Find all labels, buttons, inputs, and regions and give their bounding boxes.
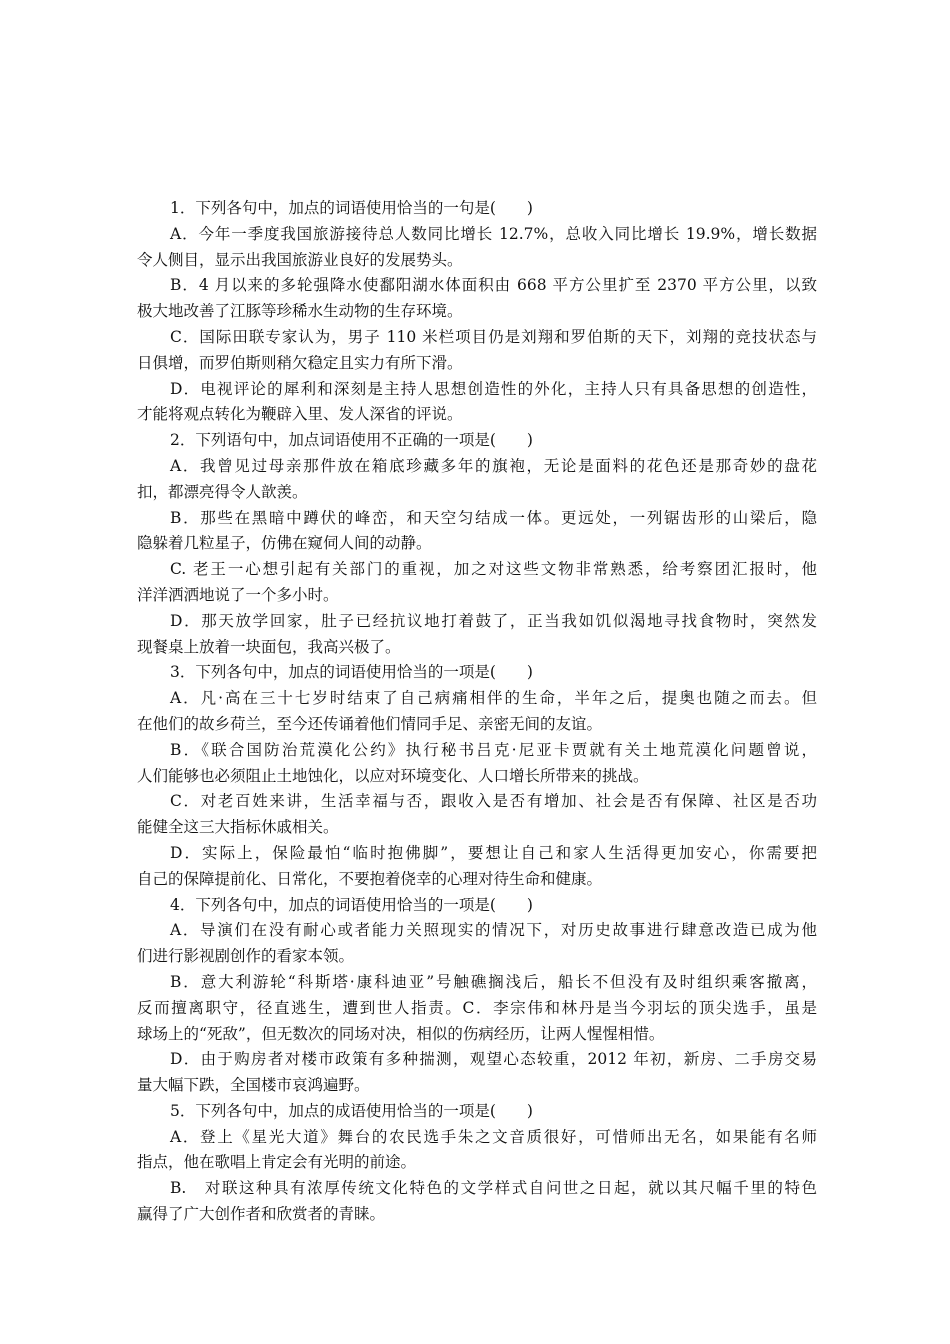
option-text-continued: 在他们的故乡荷兰，至今还传诵着他们情同手足、亲密无间的友谊。 <box>137 714 603 733</box>
option-text-continued: 扣，都漂亮得令人歆羡。 <box>137 482 308 501</box>
option-text: D．电视评论的犀利和深刻是主持人思想创造性的外化，主持人只有具备思想的创造性， <box>170 379 817 398</box>
question-1 <box>137 196 817 428</box>
option-text: A．今年一季度我国旅游接待总人数同比增长 12.7%，总收入同比增长 19.9%，增长数据 <box>170 224 817 243</box>
question-stem: 4．下列各句中，加点的词语使用恰当的一项是( ) <box>170 895 533 914</box>
option-text-continued: 洋洋洒洒地说了一个多小时。 <box>137 585 339 604</box>
option-text: B．4 月以来的多轮强降水使鄱阳湖水体面积由 668 平方公里扩至 2370 平方公里，以致 <box>170 276 817 295</box>
option-text-continued: 能健全这三大指标休戚相关。 <box>137 818 339 837</box>
option-text: A．导演们在没有耐心或者能力关照现实的情况下，对历史故事进行肆意改造已成为他 <box>170 921 817 940</box>
question-stem: 5．下列各句中，加点的成语使用恰当的一项是( ) <box>170 1101 533 1120</box>
option-text: A．登上《星光大道》舞台的农民选手朱之文音质很好，可惜师出无名，如果能有名师 <box>170 1127 817 1146</box>
option-text: A．我曾见过母亲那件放在箱底珍藏多年的旗袍，无论是面料的花色还是那奇妙的盘花 <box>170 456 817 475</box>
option-text: B．意大利游轮“科斯塔·康科迪亚”号触礁搁浅后，船长不但没有及时组织乘客撤离， <box>170 972 817 991</box>
option-text-continued: 自己的保障提前化、日常化，不要抱着侥幸的心理对待生命和健康。 <box>137 869 603 888</box>
option-text-continued: 人们能够也必须阻止土地蚀化，以应对环境变化、人口增长所带来的挑战。 <box>137 766 649 785</box>
option-text-continued: 隐躲着几粒星子，仿佛在窥伺人间的动静。 <box>137 534 432 553</box>
option-text-continued: 指点，他在歌唱上肯定会有光明的前途。 <box>137 1153 417 1172</box>
option-text: B. 对联这种具有浓厚传统文化特色的文学样式自问世之日起，就以其尺幅千里的特色 <box>170 1179 817 1198</box>
option-text: D．那天放学回家，肚子已经抗议地打着鼓了，正当我如饥似渴地寻找食物时，突然发 <box>170 611 817 630</box>
option-text: C．国际田联专家认为，男子 110 米栏项目仍是刘翔和罗伯斯的天下，刘翔的竞技状态与 <box>170 327 817 346</box>
option-text: D．实际上，保险最怕“临时抱佛脚”，要想让自己和家人生活得更加安心，你需要把 <box>170 843 817 862</box>
question-list <box>137 196 817 1228</box>
question-4 <box>137 893 817 1099</box>
question-5 <box>137 1099 817 1228</box>
option-text: B．那些在黑暗中蹲伏的峰峦，和天空匀结成一体。更远处，一列锯齿形的山梁后，隐 <box>170 508 817 527</box>
option-text: D．由于购房者对楼市政策有多种揣测，观望心态较重，2012 年初，新房、二手房交易 <box>170 1050 817 1069</box>
option-text-continued: 日俱增，而罗伯斯则稍欠稳定且实力有所下滑。 <box>137 353 463 372</box>
question-2 <box>137 428 817 660</box>
option-text: A．凡·高在三十七岁时结束了自己病痛相伴的生命，半年之后，提奥也随之而去。但 <box>170 689 817 708</box>
option-text-continued: 赢得了广大创作者和欣赏者的青睐。 <box>137 1205 386 1224</box>
option-text-continued: 们进行影视剧创作的看家本领。 <box>137 947 355 966</box>
option-text-continued: 才能将观点转化为鞭辟入里、发人深省的评说。 <box>137 405 463 424</box>
question-stem: 2．下列语句中，加点词语使用不正确的一项是( ) <box>170 431 533 450</box>
option-text-continued: 反而擅离职守，径直逃生，遭到世人指责。C．李宗伟和林丹是当今羽坛的顶尖选手，虽是 <box>137 998 817 1017</box>
option-text: C．对老百姓来讲，生活幸福与否，跟收入是否有增加、社会是否有保障、社区是否功 <box>170 792 817 811</box>
option-text-continued: 现餐桌上放着一块面包，我高兴极了。 <box>137 637 401 656</box>
question-3 <box>137 660 817 892</box>
option-text: B．《联合国防治荒漠化公约》执行秘书吕克·尼亚卡贾就有关土地荒漠化问题曾说， <box>170 740 817 759</box>
question-stem: 3．下列各句中，加点的词语使用恰当的一项是( ) <box>170 663 533 682</box>
option-text-continued: 球场上的“死敌”，但无数次的同场对决，相似的伤病经历，让两人惺惺相惜。 <box>137 1024 665 1043</box>
question-stem: 1．下列各句中，加点的词语使用恰当的一句是( ) <box>170 199 533 217</box>
option-text: C. 老王一心想引起有关部门的重视，加之对这些文物非常熟悉，给考察团汇报时，他 <box>170 560 817 579</box>
option-text-continued: 极大地改善了江豚等珍稀水生动物的生存环境。 <box>137 302 463 321</box>
option-text-continued: 量大幅下跌，全国楼市哀鸿遍野。 <box>137 1076 370 1095</box>
option-text-continued: 令人侧目，显示出我国旅游业良好的发展势头。 <box>137 250 463 269</box>
